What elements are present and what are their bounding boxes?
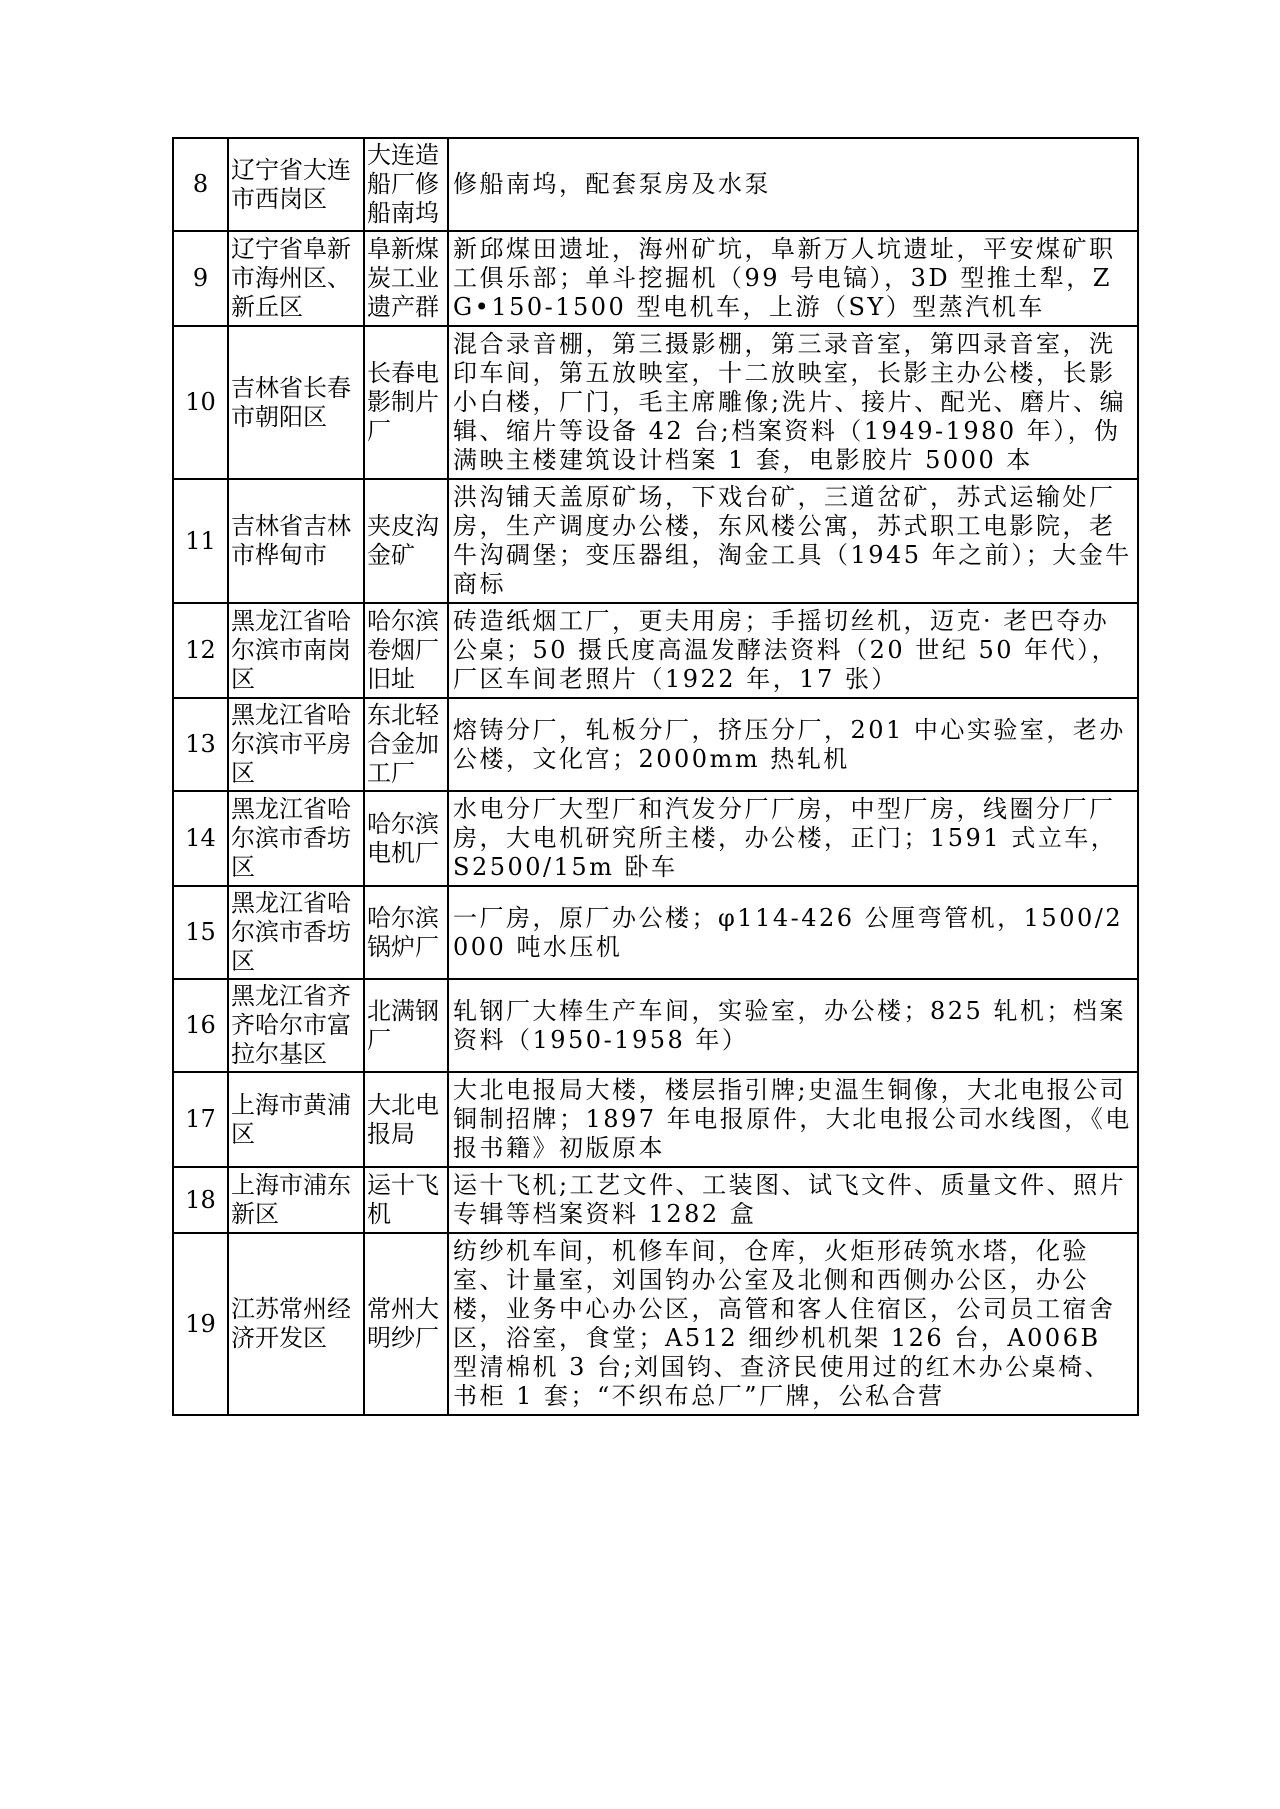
table-row	[173, 791, 1138, 886]
row-name-cell: 阜新煤炭工业遗产群	[364, 231, 448, 326]
row-number-cell: 19	[173, 1233, 228, 1415]
row-items-cell: 修船南坞，配套泵房及水泵	[448, 138, 1138, 231]
row-number-cell: 17	[173, 1072, 228, 1167]
table-row	[173, 138, 1138, 231]
row-items-cell: 运十飞机;工艺文件、工装图、试飞文件、质量文件、照片专辑等档案资料 1282 盒	[448, 1167, 1138, 1233]
row-items-cell: 洪沟铺天盖原矿场，下戏台矿，三道岔矿，苏式运输处厂房，生产调度办公楼，东风楼公寓，苏式职工电影院，老牛沟碉堡；变压器组，淘金工具（1945 年之前）；大金牛商标	[448, 479, 1138, 603]
heritage-table-body	[173, 138, 1138, 1415]
row-location-cell: 黑龙江省哈尔滨市南岗区	[228, 603, 364, 698]
row-name-cell: 夹皮沟金矿	[364, 479, 448, 603]
row-name-cell: 哈尔滨卷烟厂旧址	[364, 603, 448, 698]
row-location-cell: 上海市黄浦区	[228, 1072, 364, 1167]
table-row	[173, 1072, 1138, 1167]
row-number-cell: 11	[173, 479, 228, 603]
row-items-cell: 砖造纸烟工厂，更夫用房；手摇切丝机，迈克· 老巴夺办公桌；50 摄氏度高温发酵法资料（20 世纪 50 年代），厂区车间老照片（1922 年，17 张）	[448, 603, 1138, 698]
row-name-cell: 常州大明纱厂	[364, 1233, 448, 1415]
row-number-cell: 14	[173, 791, 228, 886]
row-number-cell: 9	[173, 231, 228, 326]
row-location-cell: 黑龙江省哈尔滨市香坊区	[228, 791, 364, 886]
row-items-cell: 新邱煤田遗址，海州矿坑，阜新万人坑遗址，平安煤矿职工俱乐部；单斗挖掘机（99 号电镐），3D 型推土犁，ZG•150-1500 型电机车，上游（SY）型蒸汽机车	[448, 231, 1138, 326]
row-location-cell: 辽宁省阜新市海州区、新丘区	[228, 231, 364, 326]
table-row	[173, 979, 1138, 1072]
row-name-cell: 大连造船厂修船南坞	[364, 138, 448, 231]
row-name-cell: 运十飞机	[364, 1167, 448, 1233]
table-row	[173, 603, 1138, 698]
row-items-cell: 一厂房，原厂办公楼；φ114-426 公厘弯管机，1500/2000 吨水压机	[448, 886, 1138, 979]
row-items-cell: 混合录音棚，第三摄影棚，第三录音室，第四录音室，洗印车间，第五放映室，十二放映室，长影主办公楼，长影小白楼，厂门，毛主席雕像;洗片、接片、配光、磨片、编辑、缩片等设备 42 台;档案资料（1949-1980 年），伪满映主楼建筑设计档案 1 套，电影胶片 5000 本	[448, 326, 1138, 479]
row-number-cell: 15	[173, 886, 228, 979]
row-items-cell: 纺纱机车间，机修车间，仓库，火炬形砖筑水塔，化验室、计量室，刘国钧办公室及北侧和西侧办公区，办公楼，业务中心办公区，高管和客人住宿区，公司员工宿舍区，浴室，食堂；A512 细纱机机架 126 台，A006B 型清棉机 3 台;刘国钧、查济民使用过的红木办公桌椅、书柜 1 套；“不织布总厂”厂牌，公私合营	[448, 1233, 1138, 1415]
table-row	[173, 886, 1138, 979]
row-location-cell: 辽宁省大连市西岗区	[228, 138, 364, 231]
row-number-cell: 10	[173, 326, 228, 479]
row-location-cell: 上海市浦东新区	[228, 1167, 364, 1233]
table-row	[173, 326, 1138, 479]
heritage-table	[172, 137, 1139, 1416]
row-name-cell: 哈尔滨电机厂	[364, 791, 448, 886]
row-name-cell: 长春电影制片厂	[364, 326, 448, 479]
table-row	[173, 698, 1138, 791]
row-items-cell: 水电分厂大型厂和汽发分厂厂房，中型厂房，线圈分厂厂房，大电机研究所主楼，办公楼，正门；1591 式立车，S2500/15m 卧车	[448, 791, 1138, 886]
table-row	[173, 1167, 1138, 1233]
row-items-cell: 轧钢厂大棒生产车间，实验室，办公楼；825 轧机；档案资料（1950-1958 年）	[448, 979, 1138, 1072]
row-name-cell: 北满钢厂	[364, 979, 448, 1072]
row-name-cell: 大北电报局	[364, 1072, 448, 1167]
row-location-cell: 黑龙江省哈尔滨市平房区	[228, 698, 364, 791]
row-number-cell: 12	[173, 603, 228, 698]
table-row	[173, 231, 1138, 326]
row-number-cell: 16	[173, 979, 228, 1072]
row-items-cell: 熔铸分厂，轧板分厂，挤压分厂，201 中心实验室，老办公楼，文化宫；2000mm 热轧机	[448, 698, 1138, 791]
row-name-cell: 哈尔滨锅炉厂	[364, 886, 448, 979]
row-number-cell: 13	[173, 698, 228, 791]
table-row	[173, 1233, 1138, 1415]
row-location-cell: 黑龙江省哈尔滨市香坊区	[228, 886, 364, 979]
table-row	[173, 479, 1138, 603]
row-name-cell: 东北轻合金加工厂	[364, 698, 448, 791]
row-number-cell: 8	[173, 138, 228, 231]
row-location-cell: 江苏常州经济开发区	[228, 1233, 364, 1415]
row-location-cell: 黑龙江省齐齐哈尔市富拉尔基区	[228, 979, 364, 1072]
row-location-cell: 吉林省吉林市桦甸市	[228, 479, 364, 603]
row-location-cell: 吉林省长春市朝阳区	[228, 326, 364, 479]
row-number-cell: 18	[173, 1167, 228, 1233]
row-items-cell: 大北电报局大楼，楼层指引牌;史温生铜像，大北电报公司铜制招牌；1897 年电报原件，大北电报公司水线图，《电报书籍》初版原本	[448, 1072, 1138, 1167]
